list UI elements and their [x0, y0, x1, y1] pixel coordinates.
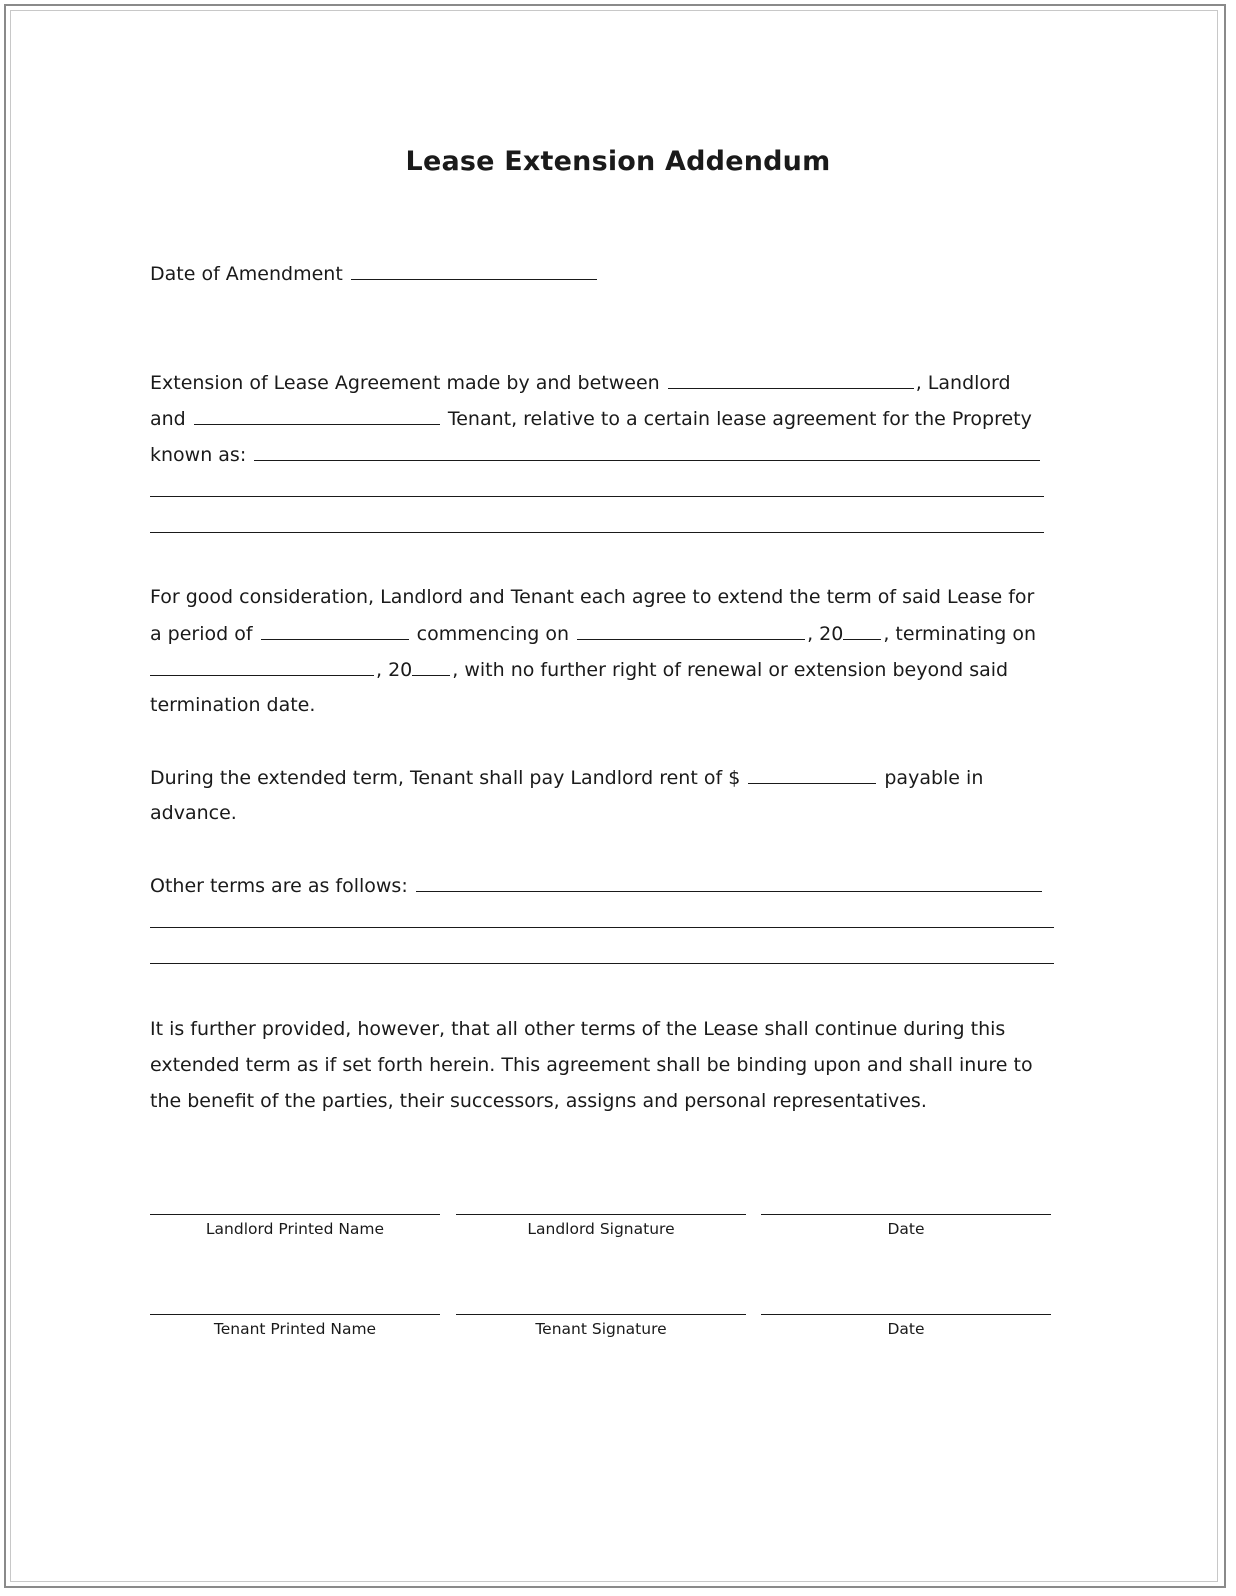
term-line-1: For good consideration, Landlord and Tenant each agree to extend the term of said Lease for	[150, 586, 1035, 608]
term-line-4: termination date.	[150, 694, 316, 716]
other-terms-line	[150, 873, 1044, 898]
terminating-date-field[interactable]	[150, 657, 374, 676]
closing-line-2: extended term as if set forth herein. This agreement shall be binding upon and shall inure to	[150, 1054, 1033, 1076]
tenant-name-field[interactable]	[194, 406, 440, 425]
commencing-year-prefix: , 20	[807, 623, 844, 645]
term-line-3	[150, 657, 1008, 682]
closing-line-3: the benefit of the parties, their successors, assigns and personal representatives.	[150, 1090, 927, 1112]
closing-line-1: It is further provided, however, that all other terms of the Lease shall continue during this	[150, 1018, 1006, 1040]
other-terms-line-2[interactable]	[150, 927, 1054, 928]
other-terms-field[interactable]	[416, 873, 1042, 892]
document-title: Lease Extension Addendum	[405, 146, 831, 177]
commencing-date-field[interactable]	[577, 621, 805, 640]
property-address-line-2[interactable]	[150, 496, 1044, 497]
landlord-date-line[interactable]	[761, 1214, 1051, 1215]
date-of-amendment-label: Date of Amendment	[150, 263, 343, 285]
parties-line-1-text: Extension of Lease Agreement made by and between	[150, 372, 660, 394]
term-line-2	[150, 621, 1036, 646]
landlord-date-label: Date	[887, 1220, 925, 1238]
landlord-printed-name-label: Landlord Printed Name	[205, 1220, 385, 1238]
terminating-year-field[interactable]	[412, 657, 450, 676]
tenant-signature-label: Tenant Signature	[535, 1320, 667, 1338]
property-address-line-3[interactable]	[150, 532, 1044, 533]
landlord-name-field[interactable]	[668, 370, 914, 389]
tenant-printed-name-label: Tenant Printed Name	[213, 1320, 377, 1338]
commencing-year-field[interactable]	[843, 621, 881, 640]
parties-line-1	[150, 370, 1011, 395]
tenant-printed-name-line[interactable]	[150, 1314, 440, 1315]
date-of-amendment-line	[150, 261, 599, 286]
parties-line-3	[150, 442, 1042, 467]
parties-line-2-start: and	[150, 408, 186, 430]
landlord-signature-label: Landlord Signature	[527, 1220, 675, 1238]
property-address-field[interactable]	[254, 442, 1040, 461]
parties-line-2-end: Tenant, relative to a certain lease agreement for the Proprety	[447, 408, 1032, 430]
payable-in-label: payable in	[884, 767, 984, 789]
other-terms-line-3[interactable]	[150, 963, 1054, 964]
terminating-on-label: , terminating on	[883, 623, 1037, 645]
parties-line-2	[150, 406, 1032, 431]
tenant-date-line[interactable]	[761, 1314, 1051, 1315]
known-as-label: known as:	[150, 444, 247, 466]
tenant-date-label: Date	[887, 1320, 925, 1338]
commencing-on-label: commencing on	[416, 623, 570, 645]
parties-line-1-end: , Landlord	[915, 372, 1011, 394]
rent-line-1	[150, 765, 983, 790]
rent-amount-field[interactable]	[748, 765, 876, 784]
other-terms-label: Other terms are as follows:	[150, 875, 408, 897]
landlord-signature-line[interactable]	[456, 1214, 746, 1215]
tenant-signature-line[interactable]	[456, 1314, 746, 1315]
terminating-year-prefix: , 20	[376, 659, 413, 681]
rent-line-2: advance.	[150, 802, 237, 824]
landlord-printed-name-line[interactable]	[150, 1214, 440, 1215]
date-of-amendment-field[interactable]	[351, 261, 597, 280]
term-line-3-text: , with no further right of renewal or extension beyond said	[452, 659, 1009, 681]
rent-label: During the extended term, Tenant shall pay Landlord rent of $	[150, 767, 741, 789]
period-field[interactable]	[261, 621, 409, 640]
period-of-label: a period of	[150, 623, 253, 645]
